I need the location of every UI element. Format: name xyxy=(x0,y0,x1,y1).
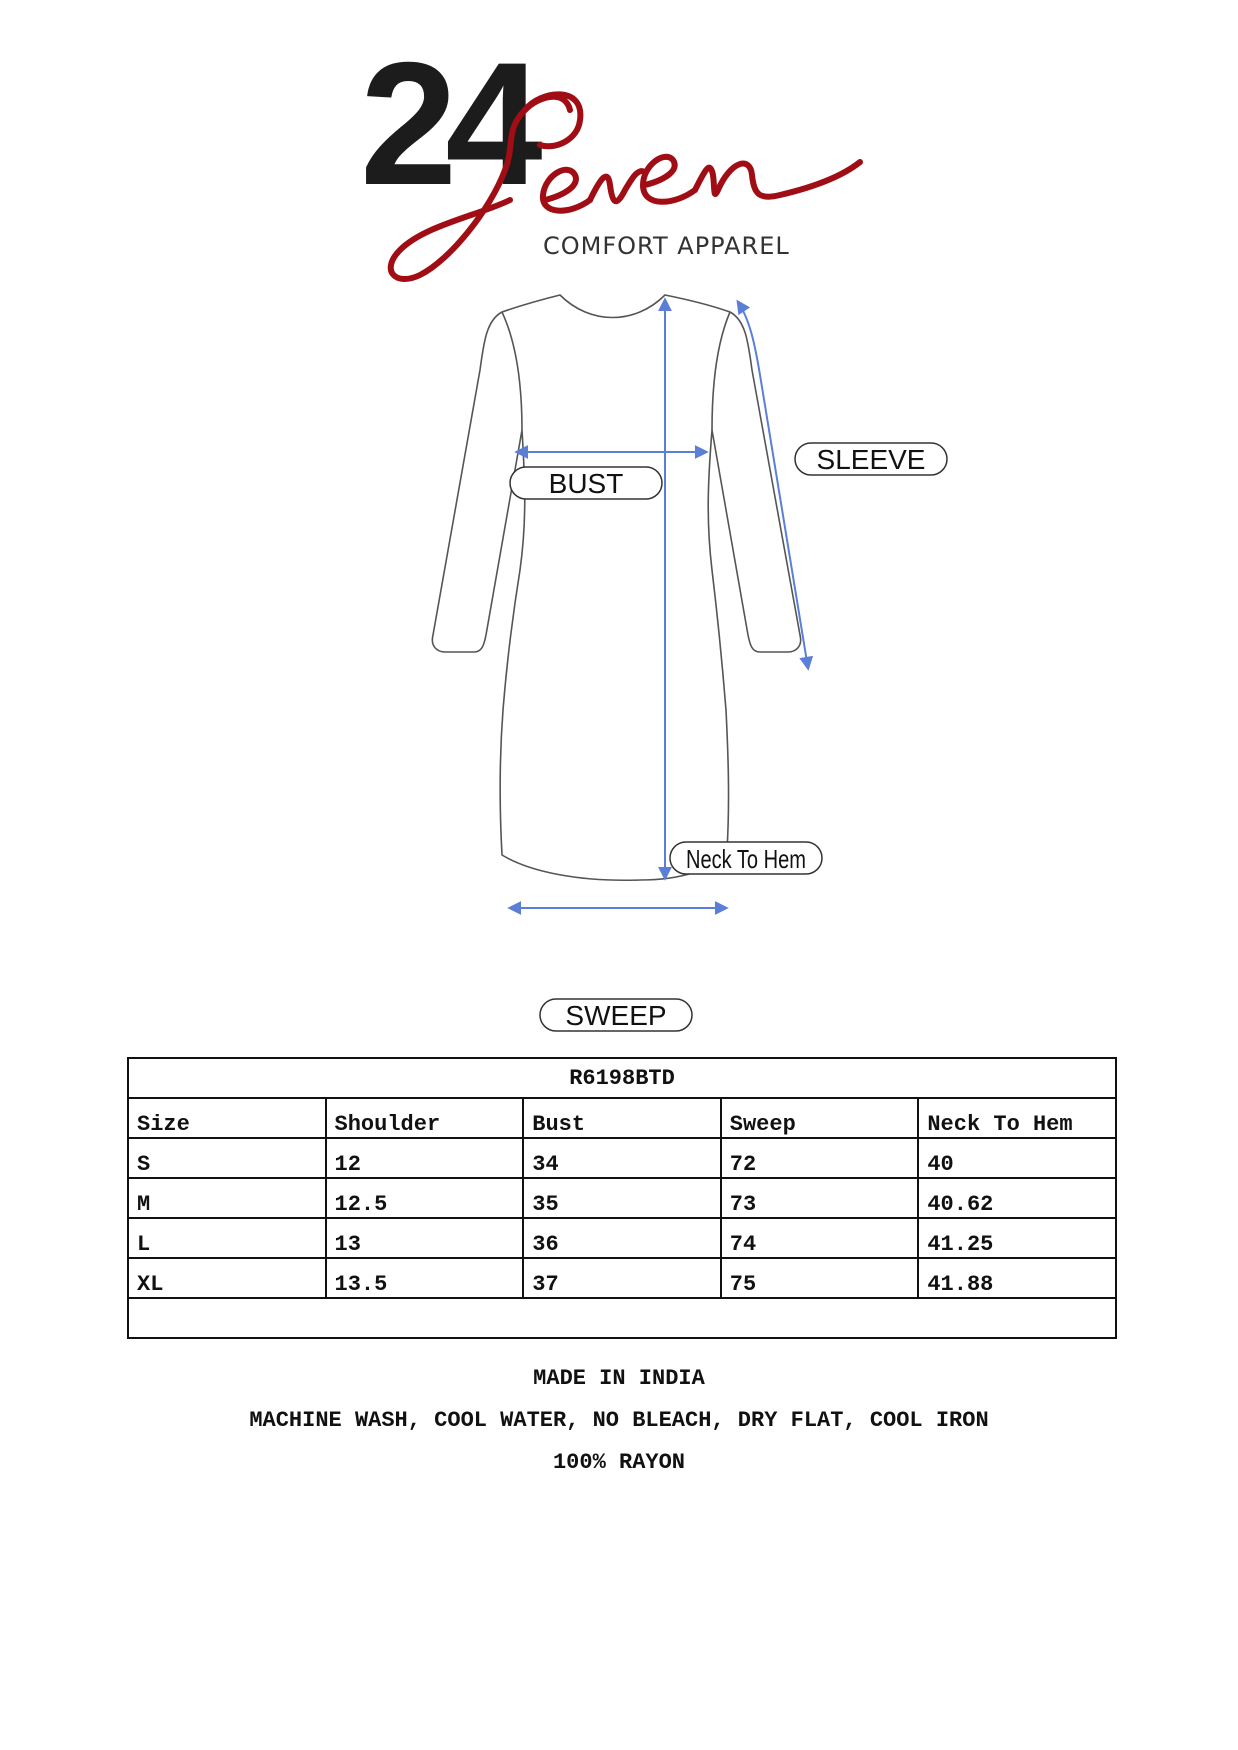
fabric-composition: 100% RAYON xyxy=(552,1450,686,1475)
svg-text:Neck To Hem: Neck To Hem xyxy=(686,844,806,874)
header-neck-to-hem: Neck To Hem xyxy=(918,1098,1116,1138)
bust-label xyxy=(510,467,662,499)
header-shoulder: Shoulder xyxy=(326,1098,524,1138)
cell-shoulder: 13.5 xyxy=(326,1258,524,1298)
table-title-row xyxy=(128,1058,1116,1098)
dress-outline xyxy=(432,295,800,880)
svg-text:SLEEVE: SLEEVE xyxy=(816,444,926,475)
cell-sweep: 73 xyxy=(721,1178,919,1218)
cell-shoulder: 13 xyxy=(326,1218,524,1258)
table-header-row xyxy=(128,1098,1116,1138)
cell-size: M xyxy=(128,1178,326,1218)
svg-text:SWEEP: SWEEP xyxy=(565,1000,667,1031)
cell-bust: 35 xyxy=(523,1178,721,1218)
cell-neck-to-hem: 40.62 xyxy=(918,1178,1116,1218)
brand-logo xyxy=(340,27,920,290)
cell-sweep: 72 xyxy=(721,1138,919,1178)
cell-size: S xyxy=(128,1138,326,1178)
empty-cell xyxy=(128,1298,1116,1338)
header-size: Size xyxy=(128,1098,326,1138)
origin-text: MADE IN INDIA xyxy=(533,1366,705,1391)
style-code: R6198BTD xyxy=(128,1058,1116,1098)
care-instructions: MACHINE WASH, COOL WATER, NO BLEACH, DRY FLAT, COOL IRON xyxy=(249,1408,989,1433)
svg-text:BUST: BUST xyxy=(548,468,624,499)
cell-shoulder: 12 xyxy=(326,1138,524,1178)
header-sweep: Sweep xyxy=(721,1098,919,1138)
cell-neck-to-hem: 41.88 xyxy=(918,1258,1116,1298)
header-bust: Bust xyxy=(523,1098,721,1138)
cell-size: L xyxy=(128,1218,326,1258)
cell-shoulder: 12.5 xyxy=(326,1178,524,1218)
cell-size: XL xyxy=(128,1258,326,1298)
cell-bust: 34 xyxy=(523,1138,721,1178)
table-row xyxy=(128,1258,1116,1298)
cell-bust: 37 xyxy=(523,1258,721,1298)
logo-tagline: COMFORT APPAREL xyxy=(543,232,790,260)
cell-bust: 36 xyxy=(523,1218,721,1258)
cell-neck-to-hem: 41.25 xyxy=(918,1218,1116,1258)
sweep-label xyxy=(540,999,692,1031)
sleeve-label xyxy=(795,443,947,475)
size-chart-table xyxy=(127,1057,1117,1339)
table-row xyxy=(128,1138,1116,1178)
cell-sweep: 74 xyxy=(721,1218,919,1258)
cell-sweep: 75 xyxy=(721,1258,919,1298)
logo-number: 24 xyxy=(360,27,531,222)
cell-neck-to-hem: 40 xyxy=(918,1138,1116,1178)
neck-to-hem-label xyxy=(670,842,822,874)
table-empty-row xyxy=(128,1298,1116,1338)
garment-diagram xyxy=(0,280,1238,1040)
table-row xyxy=(128,1218,1116,1258)
table-row xyxy=(128,1178,1116,1218)
